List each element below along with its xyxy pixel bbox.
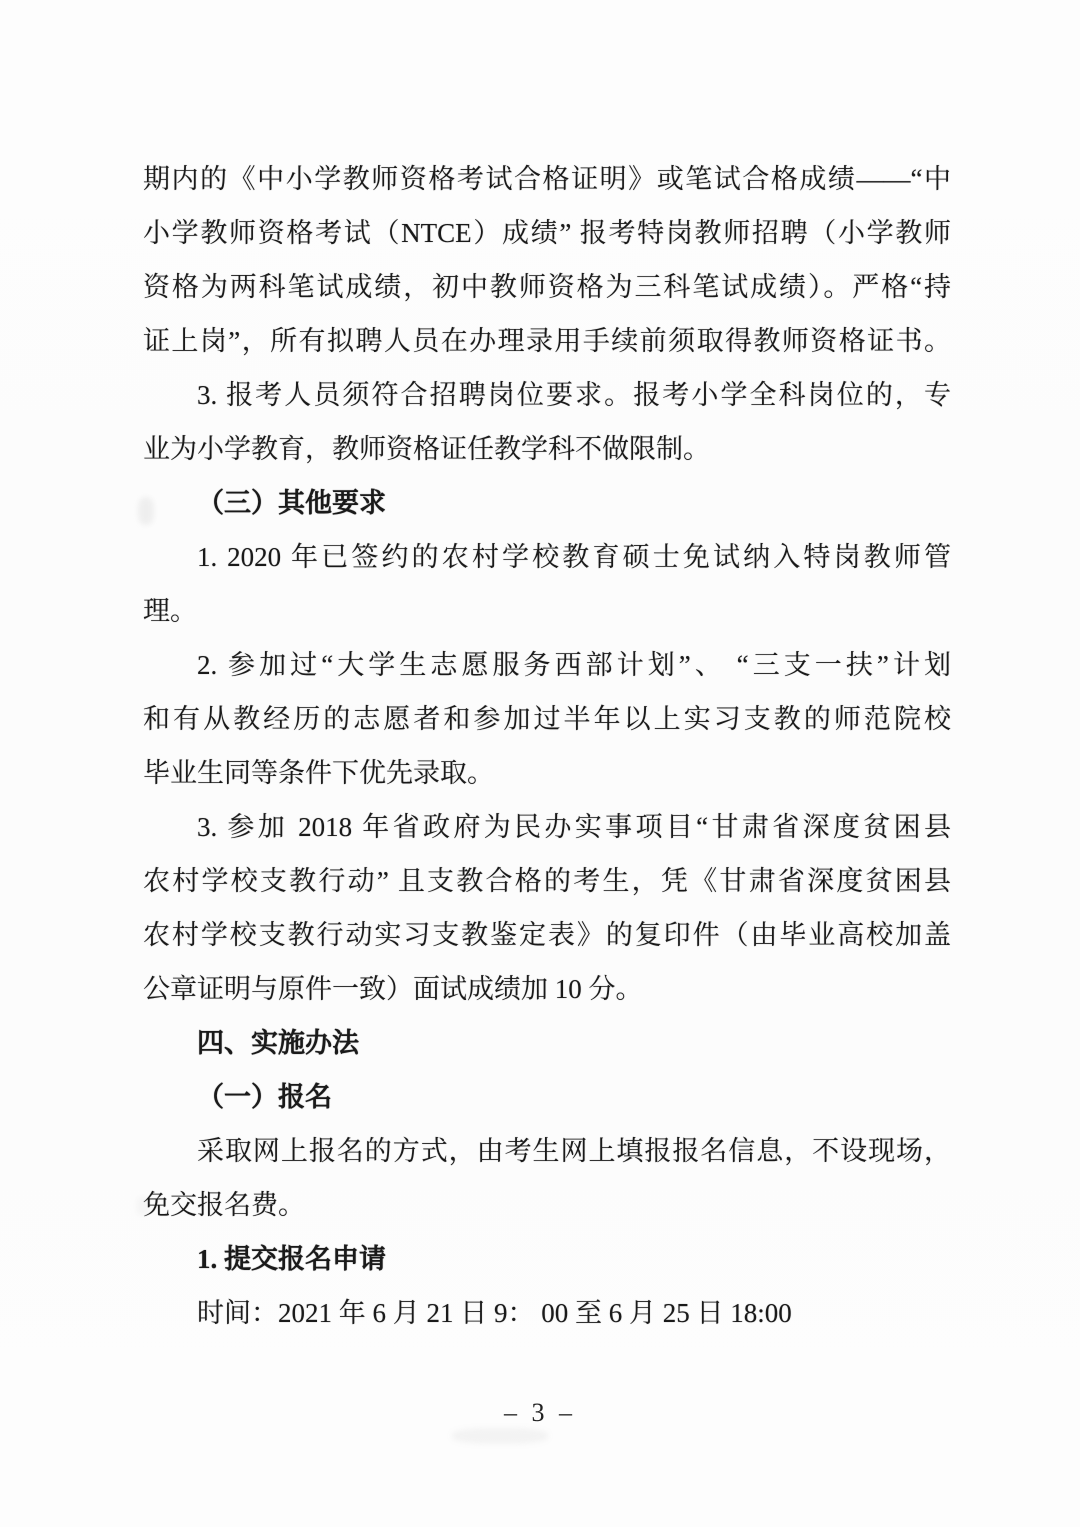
text-line: 1. 2020 年已签约的农村学校教育硕士免试纳入特岗教师管 bbox=[197, 542, 951, 572]
text-line: 农村学校支教行动实习支教鉴定表》的复印件（由毕业高校加盖 bbox=[143, 920, 951, 950]
text-line: 采取网上报名的方式，由考生网上填报报名信息，不设现场， bbox=[197, 1136, 951, 1166]
text-line: 理。 bbox=[143, 596, 197, 626]
text-line: 毕业生同等条件下优先录取。 bbox=[143, 758, 494, 788]
text-line: 农村学校支教行动” 且支教合格的考生，凭《甘肃省深度贫困县 bbox=[143, 866, 951, 896]
text-line: 小学教师资格考试（NTCE）成绩” 报考特岗教师招聘（小学教师 bbox=[143, 218, 951, 248]
text-line: 公章证明与原件一致）面试成绩加 10 分。 bbox=[143, 974, 643, 1004]
text-line: 业为小学教育，教师资格证任教学科不做限制。 bbox=[143, 434, 710, 464]
text-line: 时间：2021 年 6 月 21 日 9： 00 至 6 月 25 日 18:00 bbox=[197, 1298, 792, 1328]
heading-line: 四、实施办法 bbox=[197, 1028, 359, 1058]
text-line: 资格为两科笔试成绩，初中教师资格为三科笔试成绩）。严格“持 bbox=[143, 272, 951, 302]
page-number: – 3 – bbox=[504, 1398, 576, 1427]
text-line: 证上岗”，所有拟聘人员在办理录用手续前须取得教师资格证书。 bbox=[143, 326, 951, 356]
heading-line: 1. 提交报名申请 bbox=[197, 1244, 386, 1274]
text-line: 3. 报考人员须符合招聘岗位要求。报考小学全科岗位的，专 bbox=[197, 380, 951, 410]
document-body bbox=[143, 152, 951, 1340]
text-line: 3. 参加 2018 年省政府为民办实事项目“甘肃省深度贫困县 bbox=[197, 812, 951, 842]
heading-line: （三）其他要求 bbox=[197, 488, 386, 518]
text-line: 和有从教经历的志愿者和参加过半年以上实习支教的师范院校 bbox=[143, 704, 951, 734]
text-line: 2. 参加过“大学生志愿服务西部计划”、 “三支一扶”计划 bbox=[197, 650, 951, 680]
text-line: 期内的《中小学教师资格考试合格证明》或笔试合格成绩——“中 bbox=[143, 164, 951, 194]
heading-line: （一）报名 bbox=[197, 1082, 332, 1112]
scan-artifact bbox=[452, 1428, 548, 1444]
text-line: 免交报名费。 bbox=[143, 1190, 305, 1220]
